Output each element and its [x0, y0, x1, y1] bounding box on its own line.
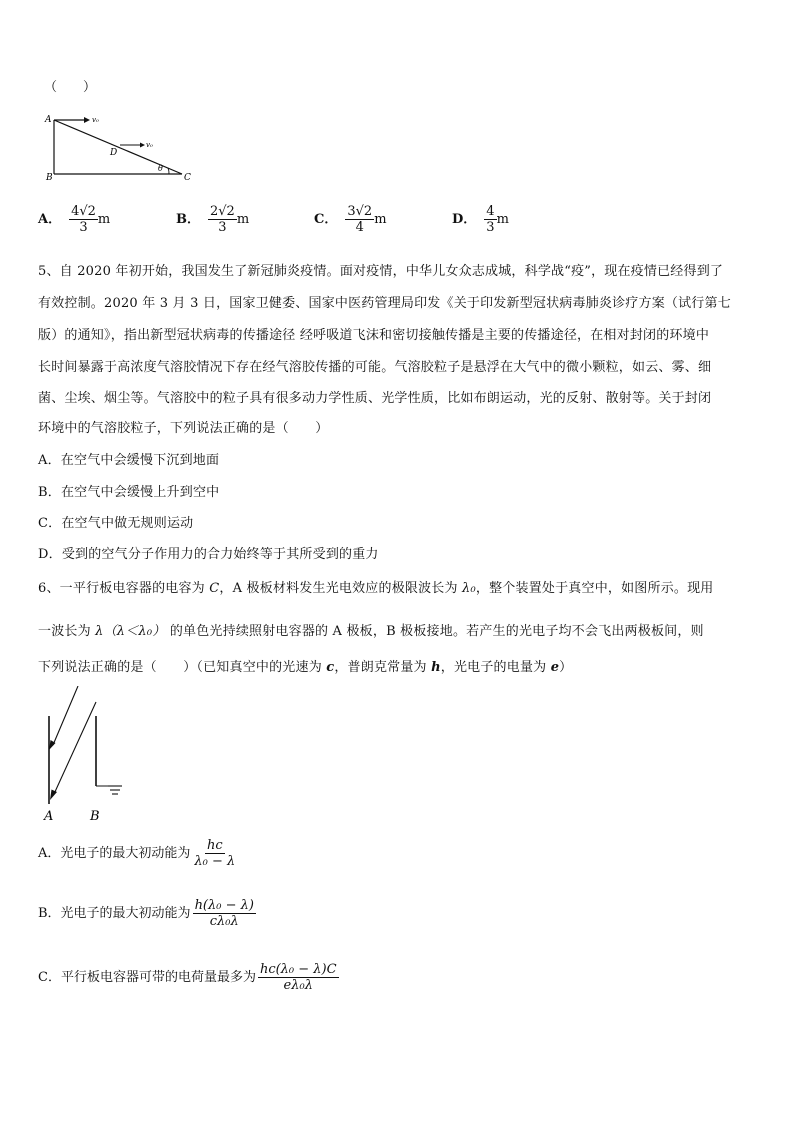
label-A: A — [45, 115, 52, 125]
option-B-denominator: 3 — [218, 220, 227, 235]
option-C-fraction — [345, 204, 374, 235]
option-B-unit: m — [236, 211, 250, 227]
option-B-letter: B． — [176, 211, 200, 227]
q5-option-B[interactable]: B．在空气中会缓慢上升到空中 — [38, 485, 220, 500]
q6-option-A-numerator: hc — [206, 838, 223, 853]
q6-option-C-text: C．平行板电容器可带的电荷量最多为 — [38, 969, 256, 985]
q6-line1-b: ，A 极板材料发生光电效应的极限波长为 — [219, 581, 463, 596]
option-A-denominator: 3 — [79, 220, 88, 235]
q6-line2-a: 一波长为 — [38, 624, 96, 639]
answer-bracket: （ ） — [44, 80, 97, 95]
label-v0-A: v₀ — [92, 116, 99, 124]
q5-line-1: 5、自 2020 年初开始，我国发生了新冠肺炎疫情。面对疫情，中华儿女众志成城，科学战“疫”，现在疫情已经得到了 — [38, 264, 724, 279]
light-ray-1 — [53, 686, 78, 745]
q6-option-A-denominator: λ₀ − λ — [194, 854, 236, 869]
option-C[interactable] — [314, 204, 387, 235]
q6-planck-symbol: h — [431, 660, 441, 675]
arrowhead-A — [84, 117, 90, 123]
label-v0-D: v₀ — [146, 141, 153, 149]
q5-line-4: 长时间暴露于高浓度气溶胶情况下存在经气溶胶传播的可能。气溶胶粒子是悬浮在大气中的微小颗粒，如云、雾、细 — [38, 360, 712, 375]
q6-light-speed-symbol: c — [326, 660, 335, 675]
option-C-letter: C． — [314, 211, 338, 227]
q6-line-1 — [38, 577, 714, 596]
plate-B-label: B — [90, 809, 100, 824]
option-C-unit: m — [374, 211, 387, 227]
q6-option-B-denominator: cλ₀λ — [209, 914, 239, 929]
q6-option-B-numerator: h(λ₀ − λ) — [194, 898, 254, 913]
q6-option-B-fraction — [193, 898, 256, 929]
q6-line3-d: ，光电子的电量为 — [440, 660, 551, 675]
label-D: D — [110, 148, 118, 158]
q6-option-C-fraction — [258, 962, 339, 993]
q6-option-A-text: A．光电子的最大初动能为 — [38, 845, 191, 861]
option-D-letter: D． — [452, 211, 477, 227]
light-ray-2 — [54, 702, 96, 794]
label-C: C — [184, 173, 191, 183]
q6-threshold-wavelength: λ₀ — [462, 581, 476, 596]
option-A-letter: A． — [38, 211, 62, 227]
q6-option-B-text: B．光电子的最大初动能为 — [38, 905, 191, 921]
q6-option-A-fraction — [192, 838, 237, 869]
option-D[interactable] — [452, 204, 509, 235]
capacitor-figure — [30, 686, 140, 826]
q6-option-B[interactable] — [38, 898, 256, 929]
q6-option-C-numerator: hc(λ₀ − λ)C — [259, 962, 337, 977]
q6-line3-a: 下列说法正确的是（ ）（已知真空中的光速为 — [38, 660, 327, 675]
q6-line1-a: 6、一平行板电容器的电容为 — [38, 581, 210, 596]
incline-figure — [40, 110, 200, 188]
q6-wavelength-condition: λ（λ＜λ₀） — [95, 624, 166, 639]
label-B: B — [46, 173, 53, 183]
option-D-unit: m — [496, 211, 509, 227]
option-A-fraction — [69, 204, 98, 235]
q6-option-A[interactable] — [38, 838, 237, 869]
arrowhead-D — [140, 143, 145, 148]
q6-capacitance-symbol: C — [209, 581, 220, 596]
option-B-fraction — [208, 204, 237, 235]
q5-option-D[interactable]: D．受到的空气分子作用力的合力始终等于其所受到的重力 — [38, 547, 379, 562]
plate-A-label: A — [44, 809, 54, 824]
light-ray-2-arrowhead — [50, 790, 57, 801]
q6-option-C-denominator: eλ₀λ — [283, 978, 313, 993]
q5-option-A[interactable]: A．在空气中会缓慢下沉到地面 — [38, 453, 220, 468]
q5-line-3: 版）的通知》，指出新型冠状病毒的传播途径 经呼吸道飞沫和密切接触传播是主要的传播途径，在相对封闭的环境中 — [38, 328, 710, 343]
q5-line-6: 环境中的气溶胶粒子，下列说法正确的是（ ） — [38, 421, 329, 436]
q6-line3-f: ） — [559, 660, 573, 675]
q5-line-2: 有效控制。2020 年 3 月 3 日，国家卫健委、国家中医药管理局印发《关于印发新型冠状病毒肺炎诊疗方案（试行第七 — [38, 296, 731, 311]
option-D-denominator: 3 — [486, 220, 495, 235]
q6-line-3 — [38, 656, 572, 675]
option-D-numerator: 4 — [486, 204, 495, 219]
q5-option-C[interactable]: C．在空气中做无规则运动 — [38, 516, 194, 531]
q6-option-C[interactable] — [38, 962, 339, 993]
q6-charge-symbol: e — [550, 660, 560, 675]
option-D-fraction — [484, 204, 496, 235]
option-A-numerator: 4√2 — [71, 204, 96, 219]
q6-line3-b: ，普朗克常量为 — [334, 660, 432, 675]
q6-line1-c: ，整个装置处于真空中，如图所示。现用 — [475, 581, 714, 596]
option-A-unit: m — [97, 211, 111, 227]
label-theta: θ — [158, 164, 163, 173]
option-B[interactable] — [176, 204, 249, 235]
option-A[interactable] — [38, 204, 110, 235]
option-B-numerator: 2√2 — [210, 204, 235, 219]
option-C-denominator: 4 — [355, 220, 364, 235]
q6-line2-b: 的单色光持续照射电容器的 A 极板，B 极板接地。若产生的光电子均不会飞出两极板间，则 — [165, 624, 704, 639]
option-C-numerator: 3√2 — [347, 204, 373, 219]
q5-line-5: 菌、尘埃、烟尘等。气溶胶中的粒子具有很多动力学性质、光学性质，比如布朗运动，光的反射、散射等。关于封闭 — [38, 391, 712, 406]
q6-line-2 — [38, 620, 704, 639]
